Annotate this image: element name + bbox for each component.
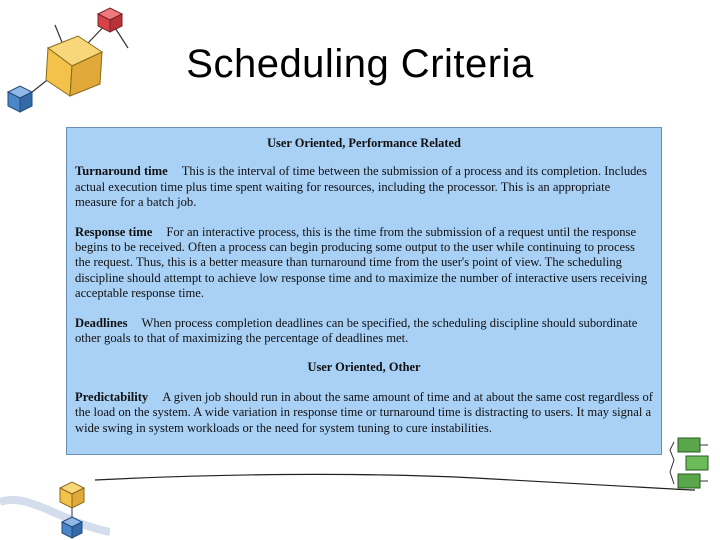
- criteria-term: Response time: [75, 224, 153, 239]
- green-stack-decoration: [660, 432, 720, 502]
- criteria-table: [66, 127, 662, 455]
- slide-title: Scheduling Criteria: [186, 42, 534, 86]
- section-heading-performance: User Oriented, Performance Related: [267, 136, 461, 150]
- blue-cube-icon: [62, 517, 82, 538]
- criteria-entry: [75, 316, 653, 347]
- footer-line-decoration: [95, 468, 695, 508]
- criteria-description: A given job should run in about the same amount of time and at about the same cost regardless of the load on the system. A wide variation in response time or turnaround time is distracting to users. It may signal a wide swing in system workloads or the need for system tuning to cure instabilities.: [75, 389, 653, 435]
- blue-cube-icon: [8, 86, 32, 112]
- criteria-description: When process completion deadlines can be specified, the scheduling discipline should subordinate other goals to that of maximizing the percentage of deadlines met.: [75, 315, 638, 346]
- yellow-cube-icon: [46, 36, 102, 96]
- criteria-description: This is the interval of time between the submission of a process and its completion. Includes actual execution time plus time spent waiting for resources, including the processor. This is an appropriate measure for a batch job.: [75, 164, 647, 210]
- cube-cluster-decoration: [0, 462, 110, 540]
- section-heading-other: User Oriented, Other: [307, 360, 421, 375]
- criteria-entry: [75, 225, 653, 302]
- yellow-cube-icon: [60, 482, 84, 508]
- criteria-entry: [75, 390, 653, 436]
- criteria-term: Predictability: [75, 389, 149, 404]
- cube-network-decoration: [0, 0, 150, 140]
- criteria-description: For an interactive process, this is the time from the submission of a request until the response begins to be received. Often a process can begin producing some output to the user while continuing to process the request. Thus, this is a better measure than turnaround time from the user's point of view. The scheduling discipline should attempt to achieve low response time and to maximize the number of interactive users receiving acceptable response time.: [75, 224, 648, 301]
- criteria-term: Deadlines: [75, 315, 128, 330]
- criteria-entry: [75, 164, 653, 210]
- criteria-term: Turnaround time: [75, 164, 168, 179]
